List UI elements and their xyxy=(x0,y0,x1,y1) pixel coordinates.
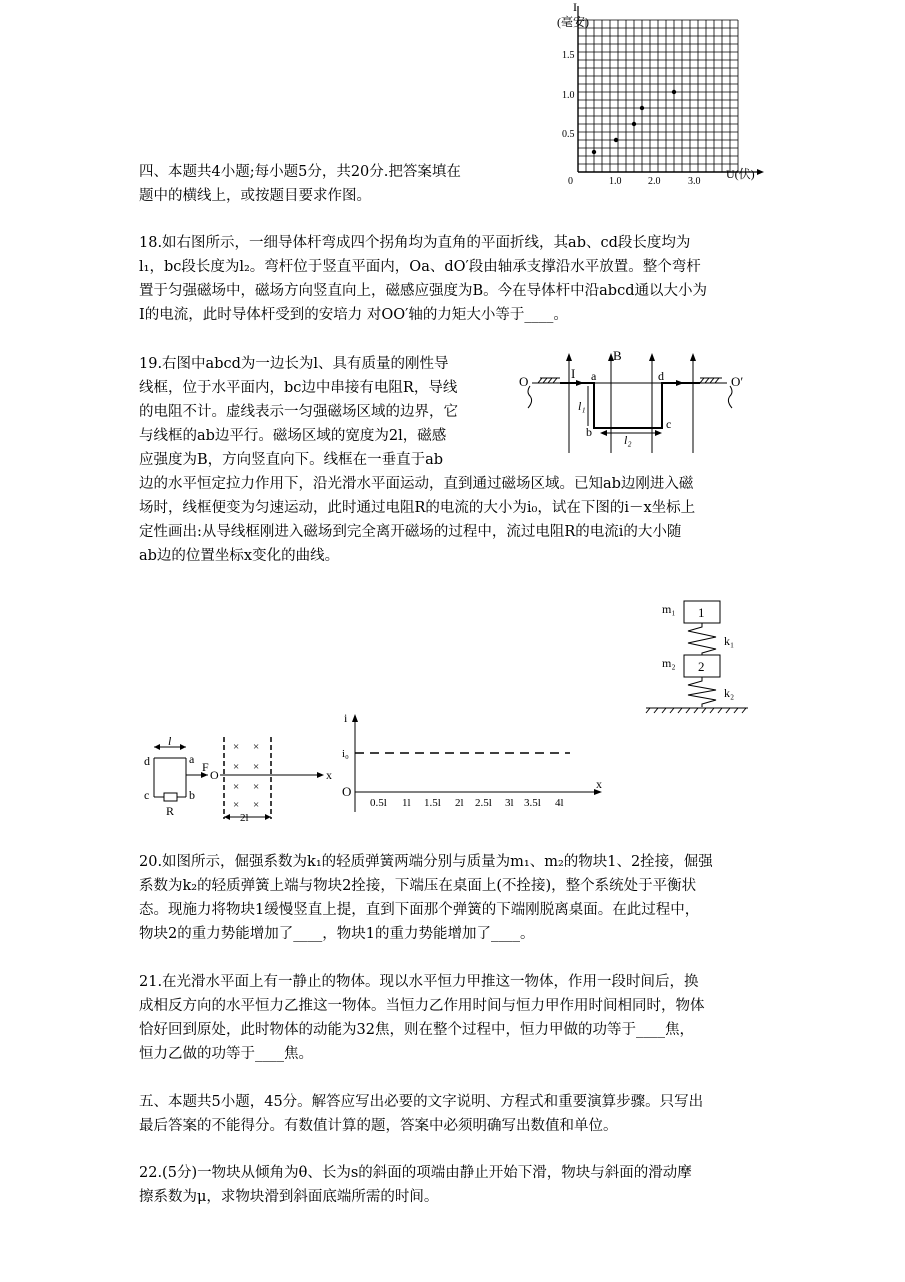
label-b: b xyxy=(189,788,195,802)
text-line: 态。现施力将物块1缓慢竖直上提，直到下面那个弹簧的下端刚脱离桌面。在此过程中， xyxy=(139,902,700,918)
label-O: O xyxy=(519,374,529,389)
bent-rod-figure xyxy=(512,348,752,458)
ui-x-tick: 2.0 xyxy=(648,176,661,187)
x-tick: 3.5l xyxy=(524,797,541,809)
section5-heading xyxy=(139,1090,703,1138)
label-R: R xyxy=(166,804,175,818)
section4-heading xyxy=(139,160,461,208)
x-tick: 3l xyxy=(505,797,514,809)
text-line: 恰好回到原处，此时物体的动能为32焦，则在整个过程中，恒力甲做的功等于____焦， xyxy=(139,1022,694,1038)
ui-x-tick: 1.0 xyxy=(609,176,622,187)
question-18 xyxy=(139,231,707,327)
origin-label: O xyxy=(342,784,352,799)
question-22 xyxy=(139,1161,692,1209)
i-x-graph xyxy=(340,708,610,818)
ui-y-tick: 0.5 xyxy=(562,129,575,140)
field-cross: × xyxy=(253,799,260,811)
text-line: 五、本题共5小题，45分。解答应写出必要的文字说明、方程式和重要演算步骤。只写出 xyxy=(139,1094,704,1110)
x-axis-arrow xyxy=(757,169,764,175)
text-line: 21.在光滑水平面上有一静止的物体。现以水平恒力甲推这一物体，作用一段时间后，换 xyxy=(139,974,699,990)
label-b: b xyxy=(586,425,592,439)
text-line: 题中的横线上，或按题目要求作图。 xyxy=(139,188,371,204)
text-line: 最后答案的不能得分。有数值计算的题，答案中必须明确写出数值和单位。 xyxy=(139,1118,618,1134)
label-F: F xyxy=(202,760,209,774)
ui-y-tick: 1.5 xyxy=(562,50,575,61)
ui-y-axis-label: I xyxy=(573,0,577,14)
ui-x-axis-label: U(伏) xyxy=(726,167,755,181)
field-cross: × xyxy=(233,741,240,753)
text-line: 线框，位于水平面内，bc边中串接有电阻R，导线 xyxy=(139,380,458,396)
label-m1: m₁ xyxy=(662,602,676,616)
field-cross: × xyxy=(253,761,260,773)
spring-block-figure xyxy=(640,595,760,715)
text-line: 恒力乙做的功等于____焦。 xyxy=(139,1046,313,1062)
data-point xyxy=(592,150,596,154)
field-cross: × xyxy=(253,741,260,753)
text-line: 18.如右图所示，一细导体杆弯成四个拐角均为直角的平面折线，其ab、cd段长度均为 xyxy=(139,235,691,251)
text-line: 物块2的重力势能增加了____，物块1的重力势能增加了____。 xyxy=(139,926,535,942)
field-cross: × xyxy=(233,799,240,811)
ui-graph xyxy=(540,0,780,195)
label-c: c xyxy=(666,417,672,431)
frame-field-figure xyxy=(140,735,340,825)
block-2-label: 2 xyxy=(698,659,705,674)
data-point xyxy=(672,90,676,94)
i0-label: i₀ xyxy=(342,748,349,760)
i-axis-label: i xyxy=(344,711,348,725)
label-c: c xyxy=(144,788,150,802)
label-x: x xyxy=(326,768,332,782)
x-tick: 1l xyxy=(402,797,411,809)
text-line: 定性画出:从导线框刚进入磁场到完全离开磁场的过程中，流过电阻R的电流i的大小随 xyxy=(139,524,682,540)
data-point xyxy=(640,106,644,110)
text-line: 应强度为B，方向竖直向下。线框在一垂直于ab xyxy=(139,452,444,468)
label-l1: l₁ xyxy=(578,399,586,413)
label-k1: k₁ xyxy=(724,634,735,648)
ui-origin-label: 0 xyxy=(568,176,573,187)
text-line: 19.右图中abcd为一边长为l、具有质量的刚性导 xyxy=(139,356,449,372)
ui-y-axis-unit: (毫安) xyxy=(557,15,589,29)
ui-x-tick: 3.0 xyxy=(688,176,701,187)
label-l2: l₂ xyxy=(624,433,632,447)
text-line: 的电阻不计。虚线表示一匀强磁场区域的边界，它 xyxy=(139,404,458,420)
text-line: 22.(5分)一物块从倾角为θ、长为s的斜面的项端由静止开始下滑，物块与斜面的滑动摩 xyxy=(139,1165,692,1181)
data-point xyxy=(632,122,636,126)
label-2l: 2l xyxy=(240,812,249,824)
question-20 xyxy=(139,850,713,946)
text-line: 擦系数为μ，求物块滑到斜面底端所需的时间。 xyxy=(139,1189,439,1205)
text-line: 置于匀强磁场中，磁场方向竖直向上，磁感应强度为B。今在导体杆中沿abcd通以大小为 xyxy=(139,283,707,299)
label-O-prime: O′ xyxy=(731,374,744,389)
label-d: d xyxy=(658,369,664,383)
text-line: l₁，bc段长度为l₂。弯杆位于竖直平面内，Oa、dO′段由轴承支撑沿水平放置。整个弯杆 xyxy=(139,259,701,275)
x-axis-label: x xyxy=(596,777,602,791)
label-field-B: B xyxy=(613,348,622,363)
text-line: 边的水平恒定拉力作用下，沿光滑水平面运动，直到通过磁场区域。已知ab边刚进入磁 xyxy=(139,476,694,492)
x-tick: 4l xyxy=(555,797,564,809)
text-line: 与线框的ab边平行。磁场区域的宽度为2l，磁感 xyxy=(139,428,447,444)
x-tick: 2.5l xyxy=(475,797,492,809)
text-line: 成相反方向的水平恒力乙推这一物体。当恒力乙作用时间与恒力甲作用时间相同时，物体 xyxy=(139,998,705,1014)
text-line: 场时，线框便变为匀速运动，此时通过电阻R的电流的大小为i₀，试在下图的i－x坐标上 xyxy=(139,500,696,516)
text-line: I的电流，此时导体杆受到的安培力 对OO′轴的力矩大小等于____。 xyxy=(139,307,568,323)
x-tick: 0.5l xyxy=(370,797,387,809)
label-l: l xyxy=(168,734,172,748)
text-line: 四、本题共4小题;每小题5分，共20分.把答案填在 xyxy=(139,164,461,180)
text-line: 20.如图所示，倔强系数为k₁的轻质弹簧两端分别与质量为m₁、m₂的物块1、2拴接，倔强 xyxy=(139,854,713,870)
field-cross: × xyxy=(233,781,240,793)
label-a: a xyxy=(591,369,597,383)
field-cross: × xyxy=(253,781,260,793)
label-k2: k₂ xyxy=(724,686,735,700)
label-O: O xyxy=(210,768,219,782)
label-a: a xyxy=(189,752,195,766)
label-d: d xyxy=(144,754,150,768)
data-point xyxy=(614,138,618,142)
x-tick: 2l xyxy=(455,797,464,809)
ui-y-tick: 1.0 xyxy=(562,90,575,101)
x-tick: 1.5l xyxy=(424,797,441,809)
label-current-I: I xyxy=(571,366,576,381)
block-1-label: 1 xyxy=(698,605,705,620)
field-cross: × xyxy=(233,761,240,773)
text-line: ab边的位置坐标x变化的曲线。 xyxy=(139,548,340,564)
text-line: 系数为k₂的轻质弹簧上端与物块2拴接，下端压在桌面上(不拴接)，整个系统处于平衡状 xyxy=(139,878,697,894)
label-m2: m₂ xyxy=(662,656,676,670)
question-21 xyxy=(139,970,705,1066)
